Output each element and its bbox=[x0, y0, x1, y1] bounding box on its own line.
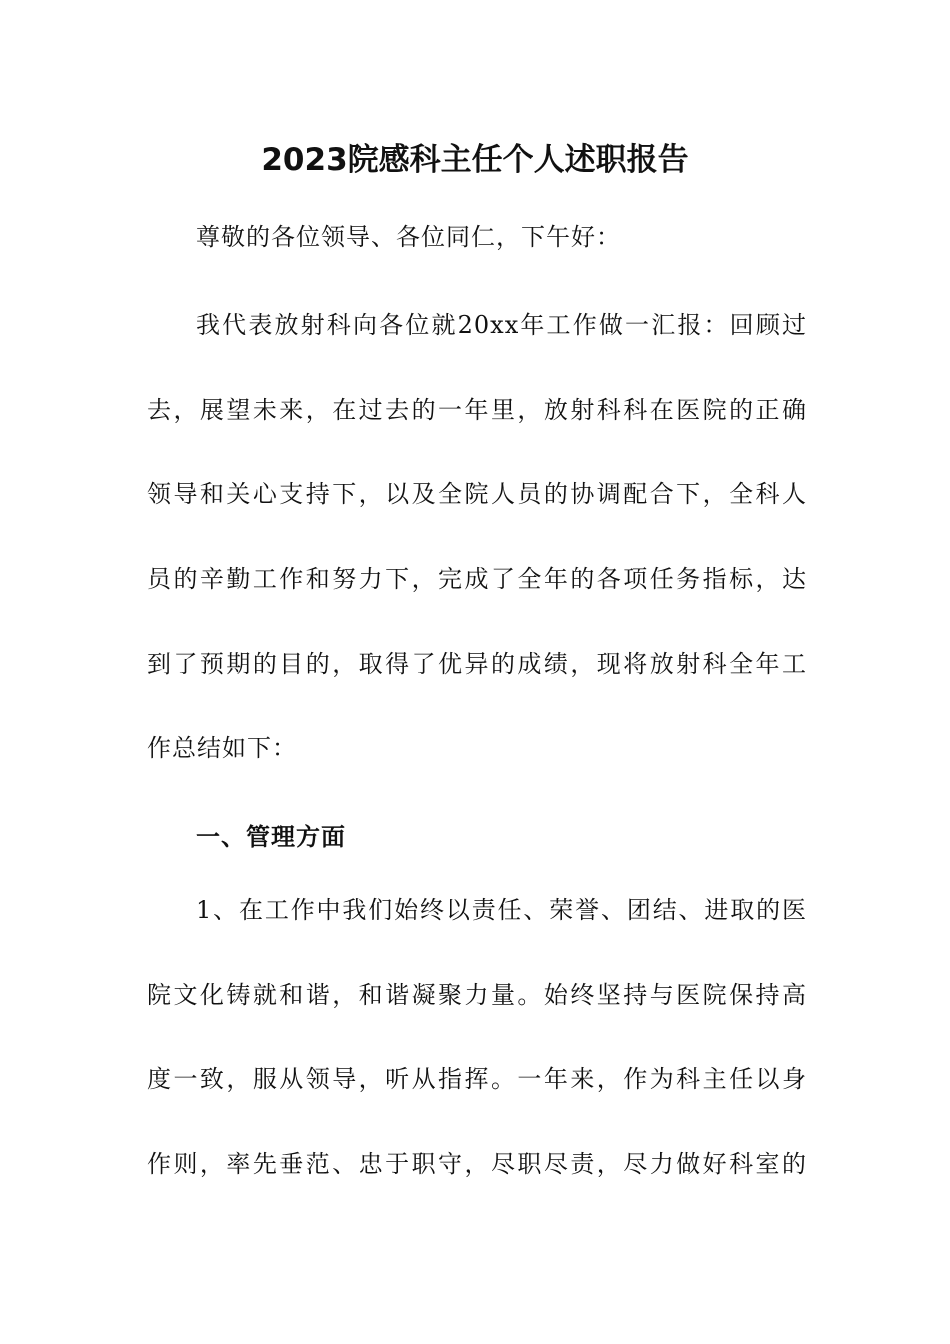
greeting-line: 尊敬的各位领导、各位同仁，下午好： bbox=[196, 223, 621, 251]
paragraph1-line: 领导和关心支持下，以及全院人员的协调配合下，全科人 bbox=[147, 480, 807, 508]
paragraph1-line: 去，展望未来，在过去的一年里，放射科科在医院的正确 bbox=[147, 396, 807, 424]
paragraph2-line: 院文化铸就和谐，和谐凝聚力量。始终坚持与医院保持高 bbox=[147, 981, 807, 1009]
paragraph2-line: 1、在工作中我们始终以责任、荣誉、团结、进取的医 bbox=[196, 896, 807, 924]
paragraph2-line: 度一致，服从领导，听从指挥。一年来，作为科主任以身 bbox=[147, 1065, 807, 1093]
paragraph2-line: 作则，率先垂范、忠于职守，尽职尽责，尽力做好科室的 bbox=[147, 1150, 807, 1178]
paragraph1-line: 到了预期的目的，取得了优异的成绩，现将放射科全年工 bbox=[147, 650, 807, 678]
paragraph1-line: 作总结如下： bbox=[147, 734, 297, 762]
paragraph1-line: 我代表放射科向各位就20xx年工作做一汇报：回顾过 bbox=[196, 311, 807, 339]
section-heading: 一、管理方面 bbox=[196, 823, 346, 851]
document-title: 2023院感科主任个人述职报告 bbox=[261, 142, 689, 178]
paragraph1-line: 员的辛勤工作和努力下，完成了全年的各项任务指标，达 bbox=[147, 565, 807, 593]
